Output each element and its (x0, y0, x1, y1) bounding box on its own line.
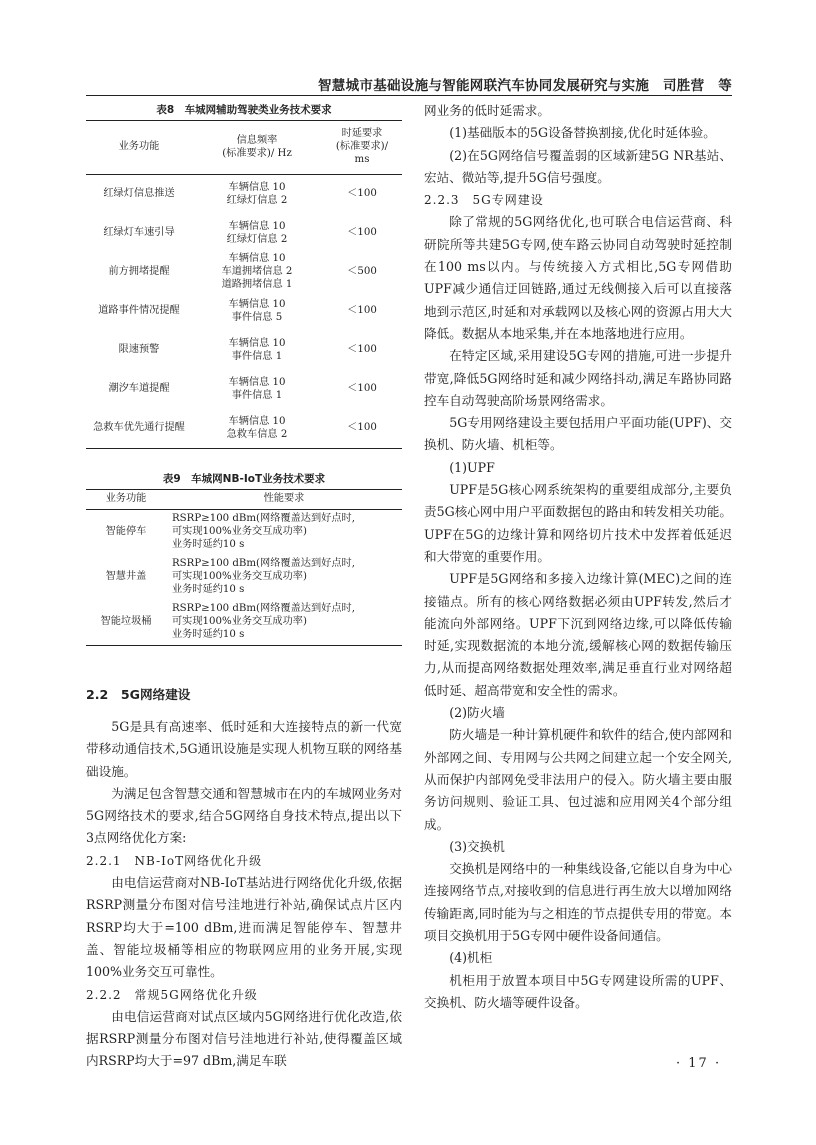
subsection-2-2-1-heading: 2.2.1 NB-IoT网络优化升级 (86, 853, 263, 868)
table8-row (86, 409, 402, 449)
table8-cell-func: 红绿灯车速引导 (103, 227, 175, 239)
table8-cell-freq: 车辆信息 10 事件信息 5 (228, 298, 286, 323)
table8-cell-freq: 车辆信息 10 红绿灯信息 2 (226, 181, 288, 206)
table8-cell-latency: ＜100 (347, 422, 377, 434)
table9 (86, 489, 402, 646)
table9-row (86, 555, 402, 600)
table8-cell-latency: ＜100 (347, 227, 377, 239)
table9-cell-perf: RSRP≥100 dBm(网络覆盖达到好点时, 可实现100%业务交互成功率) 业务时延约10 s (172, 603, 355, 640)
paragraph: 防火墙是一种计算机硬件和软件的结合,使内部网和外部网之间、专用网与公共网之间建立起一个安全网关,从而保护内部网免受非法用户的侵入。防火墙主要由服务访问规则、验证工具、包过滤和应用网关4个部分组成。 (424, 727, 732, 832)
table9-cell-perf: RSRP≥100 dBm(网络覆盖达到好点时, 可实现100%业务交互成功率) 业务时延约10 s (172, 558, 355, 595)
left-column (86, 100, 402, 1073)
page-number: · 17 · (676, 1056, 722, 1071)
right-column (424, 100, 732, 1014)
item-heading-switch: (3)交换机 (449, 838, 505, 854)
paragraph: 由电信运营商对试点区域内5G网络进行优化改造,依据RSRP测量分布图对信号洼地进行补站,使得覆盖区域内RSRP均大于=97 dBm,满足车联 (86, 1008, 402, 1069)
table9-caption: 表9 车城网NB-IoT业务技术要求 (162, 473, 326, 485)
table8-cell-freq: 车辆信息 10 红绿灯信息 2 (226, 220, 288, 245)
table8-cell-func: 前方拥堵提醒 (108, 266, 170, 278)
item-heading-upf: (1)UPF (449, 459, 495, 475)
table8-header-func: 业务功能 (118, 141, 160, 153)
header-rule (86, 95, 732, 96)
table8-header-freq: 信息频率 (标准要求)/ Hz (222, 134, 292, 159)
table8-cell-func: 红绿灯信息推送 (103, 188, 175, 200)
table8-cell-freq: 车辆信息 10 事件信息 1 (228, 337, 286, 362)
table8-cell-func: 潮汐车道提醒 (108, 383, 170, 395)
paragraph: 机柜用于放置本项目中5G专网建设所需的UPF、交换机、防火墙等硬件设备。 (424, 972, 732, 1010)
table8-row (86, 331, 402, 370)
table8-row (86, 253, 402, 292)
paragraph: (2)在5G网络信号覆盖弱的区域新建5G NR基站、宏站、微站等,提升5G信号强度。 (424, 147, 732, 185)
table8-cell-func: 急救车优先通行提醒 (93, 422, 185, 434)
table9-header-perf: 性能要求 (263, 493, 305, 505)
section-2-2-heading: 2.2 5G网络建设 (86, 687, 191, 702)
table9-cell-func: 智慧井盖 (105, 571, 147, 583)
table8-row (86, 214, 402, 253)
paragraph: 为满足包含智慧交通和智慧城市在内的车城网业务对5G网络技术的要求,结合5G网络自身技术特点,提出以下3点网络优化方案: (86, 785, 402, 846)
table9-cell-perf: RSRP≥100 dBm(网络覆盖达到好点时, 可实现100%业务交互成功率) 业务时延约10 s (172, 513, 355, 550)
paragraph: UPF是5G核心网系统架构的重要组成部分,主要负责5G核心网中用户平面数据包的路由和转发相关功能。UPF在5G的边缘计算和网络切片技术中发挥着低延迟和大带宽的重要作用。 (424, 482, 732, 564)
paragraph: 交换机是网络中的一种集线设备,它能以自身为中心连接网络节点,对接收到的信息进行再生放大以增加网络传输距离,同时能为与之相连的节点提供专用的带宽。本项目交换机用于5G专网中硬件设备间通信。 (424, 861, 732, 943)
running-header: 智慧城市基础设施与智能网联汽车协同发展研究与实施 司胜营 等 (318, 78, 732, 94)
paragraph: (1)基础版本的5G设备替换割接,优化时延体验。 (449, 125, 716, 141)
table8-header-row (86, 121, 402, 175)
table9-row (86, 600, 402, 646)
paragraph: 由电信运营商对NB-IoT基站进行网络优化升级,依据RSRP测量分布图对信号洼地进行补站,确保试点片区内RSRP均大于=100 dBm,进而满足智能停车、智慧井盖、智能垃圾桶等相应的物联网应用的业务开展,实现100%业务交互可靠性。 (86, 875, 402, 980)
table8-row (86, 370, 402, 409)
table8-cell-latency: ＜100 (347, 344, 377, 356)
table8-row (86, 292, 402, 331)
table8-cell-freq: 车辆信息 10 事件信息 1 (228, 376, 286, 401)
table8-cell-latency: ＜100 (347, 188, 377, 200)
table8-header-latency: 时延要求 (标准要求)/ ms (335, 128, 389, 165)
table8-cell-func: 限速预警 (118, 344, 160, 356)
item-heading-cabinet: (4)机柜 (449, 950, 493, 966)
paragraph: 网业务的低时延需求。 (424, 103, 550, 118)
paragraph: 在特定区域,采用建设5G专网的措施,可进一步提升带宽,降低5G网络时延和减少网络抖动,满足车路协同路控车自动驾驶高阶场景网络需求。 (424, 348, 732, 408)
subsection-2-2-3-heading: 2.2.3 5G专网建设 (424, 193, 544, 208)
table8-caption: 表8 车城网辅助驾驶类业务技术要求 (156, 104, 332, 116)
table8-cell-func: 道路事件情况提醒 (98, 305, 180, 317)
table8-cell-freq: 车辆信息 10 车道拥堵信息 2 道路拥堵信息 1 (221, 253, 293, 290)
table8-cell-latency: ＜100 (347, 383, 377, 395)
table9-cell-func: 智能垃圾桶 (100, 616, 152, 628)
subsection-2-2-2-heading: 2.2.2 常规5G网络优化升级 (86, 987, 258, 1002)
table8-row (86, 175, 402, 215)
paragraph: 除了常规的5G网络优化,也可联合电信运营商、科研院所等共建5G专网,使车路云协同自动驾驶时延控制在100 ms以内。与传统接入方式相比,5G专网借助UPF减少通信迂回链路,通过无线侧接入后可以直接落地到示范区,时延和对承载网以及核心网的资源占用大大降低。数据从本地采集,并在本地落地进行应用。 (424, 214, 732, 341)
item-heading-firewall: (2)防火墙 (449, 705, 505, 721)
paragraph: UPF是5G网络和多接入边缘计算(MEC)之间的连接锚点。所有的核心网络数据必须由UPF转发,然后才能流向外部网络。UPF下沉到网络边缘,可以降低传输时延,实现数据流的本地分流,缓解核心网的数据传输压力,从而提高网络数据处理效率,满足垂直行业对网络超低时延、超高带宽和安全性的需求。 (424, 571, 732, 698)
paragraph: 5G是具有高速率、低时延和大连接特点的新一代宽带移动通信技术,5G通讯设施是实现人机物互联的网络基础设施。 (86, 719, 402, 779)
table8 (86, 120, 402, 449)
table9-header-func: 业务功能 (105, 493, 147, 505)
paragraph: 5G专用网络建设主要包括用户平面功能(UPF)、交换机、防火墙、机柜等。 (424, 415, 732, 453)
table9-row (86, 510, 402, 556)
table9-cell-func: 智能停车 (105, 526, 147, 538)
table8-cell-latency: ＜100 (347, 305, 377, 317)
table9-header-row (86, 490, 402, 510)
table8-cell-freq: 车辆信息 10 急救车信息 2 (226, 415, 288, 440)
table8-cell-latency: ＜500 (347, 266, 377, 278)
